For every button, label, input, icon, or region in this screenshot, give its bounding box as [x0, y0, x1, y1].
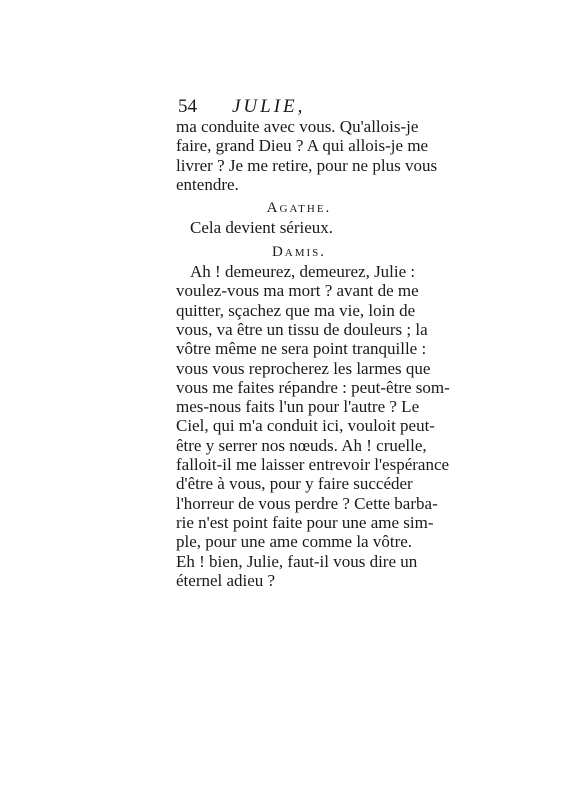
text-line: l'horreur de vous perdre ? Cette barba- [176, 493, 438, 513]
text-line: entendre. [176, 174, 239, 194]
text-line: vôtre même ne sera point tranquille : [176, 339, 427, 359]
text-line: voulez-vous ma mort ? avant de me [176, 281, 419, 301]
text-line: Cela devient sérieux. [190, 218, 334, 238]
page-number: 54 [178, 96, 197, 117]
speaker-name-damis: Damis. [271, 243, 327, 260]
text-line: ma conduite avec vous. Qu'allois-je [176, 117, 419, 136]
text-line: vous, va être un tissu de douleurs ; la [176, 319, 428, 339]
text-line: mes-nous faits l'un pour l'autre ? Le [176, 397, 420, 417]
text-line: Ciel, qui m'a conduit ici, vouloit peut- [176, 416, 435, 436]
text-line: éternel adieu ? [176, 570, 276, 590]
text-line: livrer ? Je me retire, pour ne plus vous [176, 155, 438, 175]
text-line: Ah ! demeurez, demeurez, Julie : [190, 262, 416, 282]
running-title: JULIE, [232, 96, 306, 117]
text-line: vous vous reprocherez les larmes que [176, 358, 431, 378]
text-line: vous me faites répandre : peut-être som- [176, 377, 450, 397]
text-line: rie n'est point faite pour une ame sim- [176, 512, 434, 532]
speaker-name-agathe: Agathe. [266, 200, 332, 217]
body-text [176, 117, 450, 590]
text-line: faire, grand Dieu ? A qui allois-je me [176, 136, 429, 156]
text-line: quitter, sçachez que ma vie, loin de [176, 300, 416, 320]
text-line: Eh ! bien, Julie, faut-il vous dire un [176, 551, 418, 571]
text-line: ple, pour une ame comme la vôtre. [176, 532, 413, 552]
text-line: falloit-il me laisser entrevoir l'espérance [176, 455, 450, 475]
text-line: d'être à vous, pour y faire succéder [176, 474, 413, 494]
text-line: être y serrer nos nœuds. Ah ! cruelle, [176, 435, 427, 455]
